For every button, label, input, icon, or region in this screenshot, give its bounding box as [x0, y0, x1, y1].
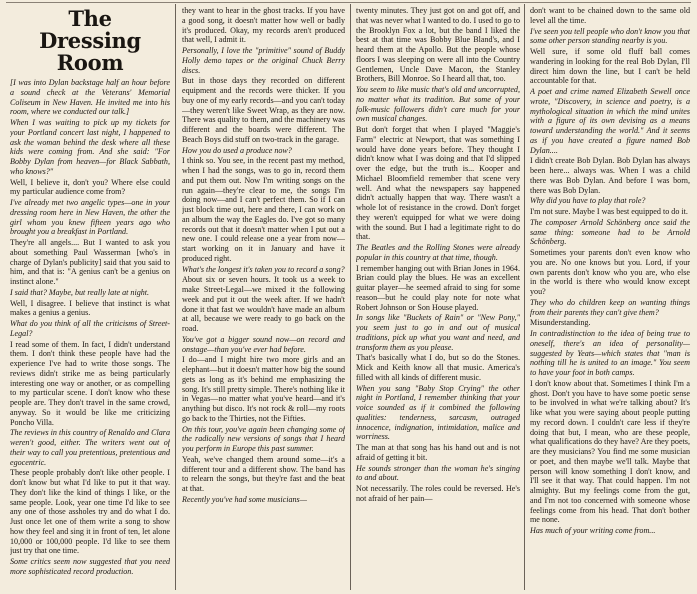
- interviewer-question: Recently you've had some musicians—: [182, 494, 307, 504]
- interviewer-question: In songs like "Buckets of Rain" or "New Pony," you seem just to go in and out of musical traditions, pick up what you want and need, and transform them as you please.: [356, 313, 520, 352]
- interviewer-question: Some critics seem now suggested that you need more sophisticated record production.: [10, 557, 170, 576]
- column-body: [530, 6, 690, 536]
- title-line-2: Dressing Room: [39, 28, 141, 75]
- dylan-answer: These people probably don't like other people. I don't know but what I'd like to put it that way. They don't like the kind of things I like, or the same people. Look, year one time I'd like to see any one of those assholes try and do what I do. Just once let one of them write a song to show how they feel and sing it in front of ten, let alone 10,000 or 100,000 people. I'd like to see them just try that one time.: [10, 468, 170, 556]
- interviewer-question: I've seen you tell people who don't know you that some other person standing nearby is you.: [530, 26, 690, 46]
- dylan-answer: Misunderstanding.: [530, 318, 591, 328]
- interviewer-question: They who do children keep on wanting things from their parents they can't give them?: [530, 297, 690, 317]
- interviewer-question: The reviews in this country of Renaldo and Clara weren't good, either. The writers went out of their way to call you pretentious, pretentious and egocentric.: [10, 428, 170, 467]
- interviewer-question: [I was into Dylan backstage half an hour before a sound check at the Veterans' Memorial Coliseum in New Haven. He invited me into his room, where we conducted our talk.]: [10, 78, 170, 117]
- interviewer-question: What's the longest it's taken you to record a song?: [182, 264, 345, 274]
- dylan-answer: I didn't create Bob Dylan. Bob Dylan has always been here... always was. When I was a child there was Bob Dylan. And before I was born, there was Bob Dylan.: [530, 156, 690, 195]
- interviewer-question: Personally, I love the "primitive" sound of Buddy Holly demo tapes or the original Chuck Berry discs.: [182, 46, 345, 75]
- column-rule: [350, 4, 351, 590]
- interviewer-question: In contradistinction to the idea of being true to oneself, there's an idea of personality—suggested by Yeats—which states that "man is nothing till he is united to an image." You seem to have your foot in both camps.: [530, 329, 690, 377]
- interviewer-question: I've already met two angelic types—one in your dressing room here in New Haven, the other the girl whom you knew fifteen years ago who brought you a breakfast in Portland.: [10, 198, 170, 237]
- dylan-answer: I'm not sure. Maybe I was best equipped to do it.: [530, 207, 688, 216]
- column-3: [356, 6, 520, 590]
- interviewer-question: You've got a bigger sound now—on record and onstage—than you've ever had before.: [182, 334, 345, 354]
- dylan-answer: They're all angels.... But I wanted to ask you about something Paul Wasserman [who's in charge of Dylan's publicity] said that you said to him, and that is: "A genius can't be a genius on instinct alone.": [10, 238, 170, 286]
- title-line-1: The: [68, 6, 112, 31]
- interviewer-question: Has much of your writing come from...: [530, 526, 656, 535]
- column-body: [10, 78, 170, 577]
- dylan-answer: Well, I disagree. I believe that instinct is what makes a genius a genius.: [10, 298, 170, 318]
- dylan-answer: Well sure, if some old fluff ball comes wandering in looking for the real Bob Dylan, I'll direct him down the line, but I can't be held accountable for that.: [530, 47, 690, 86]
- interviewer-question: Why did you have to play that role?: [530, 196, 646, 206]
- column-2: [182, 6, 345, 590]
- dylan-answer: I do—and I might hire two more girls and an elephant—but it doesn't matter how big the sound gets as long as it's behind me emphasizing the song. It's still pretty simple. There's nothing like it in Vegas—no matter what you've heard—and it's anything but disco. It's not rock & roll—my roots go back to the Thirties, not the Fifties.: [182, 355, 345, 423]
- dylan-answer: I remember hanging out with Brian Jones in 1964. Brian could play the blues. He was an excellent guitar player—he seemed afraid to sing for some reason—but he could play note for note what Robert Johnson or Son House played.: [356, 263, 520, 312]
- column-body: [182, 6, 345, 505]
- interviewer-question: When you sang "Baby Stop Crying" the other night in Portland, I remember thinking that your voice sounded as if it combined the following qualities: tenderness, sarcasm, outraged innocence, indignation, intimidation, malice and worriness.: [356, 383, 520, 442]
- column-4: [530, 6, 690, 590]
- dylan-answer: I read some of them. In fact, I didn't understand them. I don't think these people have had the experience I've had to write those songs. The reviews didn't strike me as being particularly interesting one way or another, or as compelling to my particular scene. I don't know who these people are. They don't travel in the same crowd, anyway. So it would be like me criticizing Poncho Villa.: [10, 339, 170, 427]
- dylan-answer: Not necessarily. The roles could be reversed. He's not afraid of her pain—: [356, 484, 520, 503]
- column-1: [10, 6, 170, 590]
- dylan-answer: they want to hear in the ghost tracks. If you have a good song, it doesn't matter how well or badly it's produced. Okay, my records aren't produced that well, I admit it.: [182, 6, 345, 45]
- dylan-answer: That's basically what I do, but so do the Stones. Mick and Keith know all that music. America's filled with all kinds of different music.: [356, 353, 520, 382]
- interviewer-question: The composer Arnold Schönberg once said the same thing: someone had to be Arnold Schönberg.: [530, 217, 690, 247]
- interviewer-question: What do you think of all the criticisms of Street-Legal?: [10, 319, 170, 338]
- dylan-answer: But in those days they recorded on different equipment and the records were thicker. If you buy one of my early records—and you can't today—they weren't like Sweet Wrap, as they are now. There was quality to them, and the machinery was different and the boards were different. The Beach Boys did stuff on two-track in the garage.: [182, 76, 345, 144]
- interviewer-question: When I was waiting to pick up my tickets for your Portland concert last night, I happened to ask the woman behind the desk where all these kids were coming from. And she said: "For Bobby Dylan from heaven—for Black Sabbath, who knows?": [10, 118, 170, 176]
- interviewer-question: You seem to like music that's old and uncorrupted, no matter what its tradition. But some of your folk-music followers didn't care much for your own musical changes.: [356, 85, 520, 124]
- dylan-answer: But don't forget that when I played "Maggie's Farm" electric at Newport, that was something I would have done years before. They thought I didn't know what I was doing and that I'd slipped over the edge, but the truth is... Kooper and Michael Bloomfield remember that scene very well. And what the newspapers say happened didn't actually happen that way. There wasn't a whole lot of resistance in the crowd. Don't forget they weren't equipped for what we were doing with the sound. But I had a legitimate right to do that.: [356, 125, 520, 242]
- interviewer-question: How you do used a produce now?: [182, 145, 292, 155]
- column-body: [356, 6, 520, 504]
- dylan-answer: I don't know about that. Sometimes I think I'm a ghost. Don't you have to have some poetic sense to be involved in what we're talking about? It's like what you were saying about people putting my record down. I couldn't care less if they're doing that but, I mean, who are these people, what qualifications do they have? Are they poets, are they musicians? You find me some musician or poet, and then maybe we'll talk. Maybe that person will know something I don't know, and I'll see it that way. That could happen. I'm not almighty. But my feelings come from the gut, and I'm not too concerned with someone whose feelings come from his head. That don't bother me none.: [530, 378, 690, 525]
- interviewer-question: The Beatles and the Rolling Stones were already popular in this country at that time, though.: [356, 243, 520, 262]
- dylan-answer: About six or seven hours. It took us a week to make Street-Legal—we mixed it the following week and put it out the week after. If we hadn't done it that fast we wouldn't have made an album at all, because we were ready to go back on the road.: [182, 275, 345, 333]
- interviewer-question: I said that? Maybe, but really late at night.: [10, 287, 150, 297]
- column-rule: [175, 4, 176, 590]
- top-border: [6, 2, 691, 3]
- interviewer-question: On this tour, you've again been changing some of the radically new versions of songs that I heard you perform in Europe this past summer.: [182, 424, 345, 453]
- column-rule: [524, 4, 525, 590]
- dylan-answer: I think so. You see, in the recent past my method, when I had the songs, was to go in, record them and put them out. Now I'm writing songs on the run again—they're clear to me, the songs I'm doing now—and I can't perfect them. So if I can just block time out, here and there, I can work on an album the way the Eagles do. I've got so many records out that it doesn't matter when I put out a new one. I could release one a year from now—start working on it in January and have it produced right.: [182, 156, 345, 263]
- dylan-answer: Yeah, we've changed them around some—it's a different tour and a different show. The band has to relearn the songs, but they're fast and the beat at that.: [182, 454, 345, 493]
- dylan-answer: Sometimes your parents don't even know who you are. No one knows but you. Lord, if your own parents don't know who you are, who else in the world is there who would know except you?: [530, 248, 690, 296]
- dylan-answer: don't want to be chained down to the same old level all the time.: [530, 6, 690, 25]
- dylan-answer: Well, I believe it, don't you? Where else could my particular audience come from?: [10, 177, 170, 197]
- interviewer-question: He sounds stronger than the woman he's singing to and about.: [356, 463, 520, 483]
- dylan-answer: The man at that song has his hand out and is not afraid of getting it bit.: [356, 443, 520, 462]
- dylan-answer: twenty minutes. They just got on and got off, and that was never what I wanted to do. I used to go to the Brooklyn Fox a lot, but the band I liked the best at that time was Bobby Blue Bland's, and I heard them at the Apollo. But the people whose floors I was sleeping on were all into the Country Gentlemen, Uncle Dave Macon, the Stanley Brothers, Bill Monroe. So I heard all that, too.: [356, 6, 520, 84]
- interviewer-question: A poet and crime named Elizabeth Sewell once wrote, "Discovery, in science and poetry, is a mythological situation in which the mind unites with a figure of its own devising as a means toward understanding the world." And it seems as if you have created a figure named Bob Dylan....: [530, 87, 690, 155]
- article-title: [10, 8, 170, 74]
